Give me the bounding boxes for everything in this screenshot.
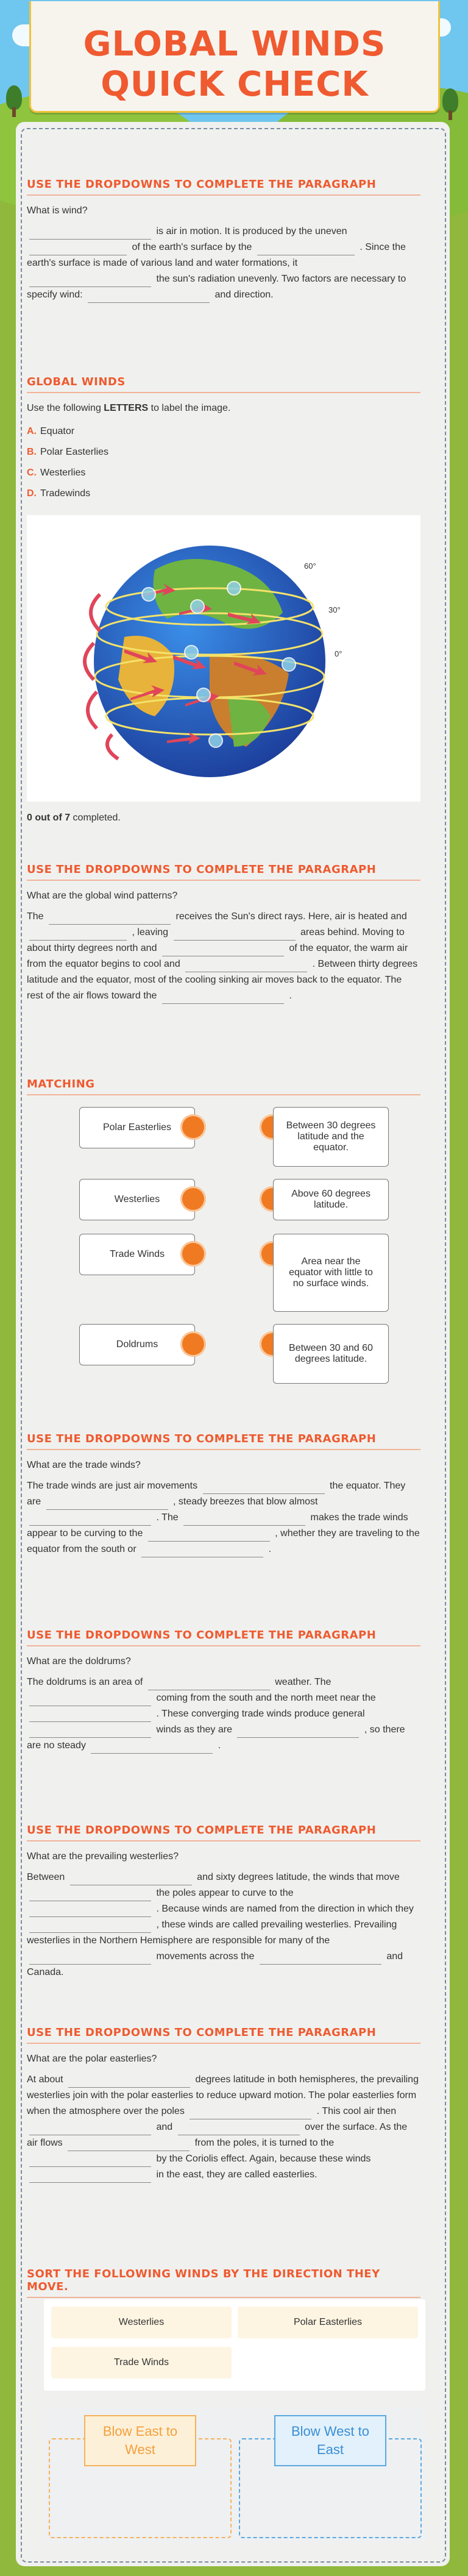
dropdown-blank[interactable] xyxy=(29,2155,151,2167)
match-left-label: Doldrums xyxy=(116,1339,158,1350)
list-item xyxy=(27,483,420,504)
dropdown-blank[interactable] xyxy=(148,1679,270,1690)
section-trade-winds xyxy=(27,1432,420,1557)
tree xyxy=(6,85,22,110)
paragraph-text: areas behind. Moving to about thirty degrees north and xyxy=(27,927,405,953)
match-right-item[interactable] xyxy=(273,1107,389,1167)
legend-letter: D. xyxy=(27,488,37,499)
label-target[interactable] xyxy=(227,582,241,595)
label-target[interactable] xyxy=(142,588,155,601)
match-left-label: Trade Winds xyxy=(109,1249,165,1259)
dropdown-blank[interactable] xyxy=(260,1953,381,1965)
paragraph-text: coming from the south and the north meet near the xyxy=(156,1693,376,1703)
match-left-label: Westerlies xyxy=(114,1194,160,1204)
section-sort xyxy=(27,2268,420,2298)
dropdown-blank[interactable] xyxy=(29,1695,151,1706)
paragraph-text: , leaving xyxy=(132,927,169,938)
match-right-label: Area near the equator with little to no surface winds. xyxy=(289,1256,373,1289)
dropdown-blank[interactable] xyxy=(185,961,307,972)
dropdown-blank[interactable] xyxy=(91,1742,213,1754)
section-heading: USE THE DROPDOWNS TO COMPLETE THE PARAGRAPH xyxy=(27,1432,420,1450)
legend-text: Westerlies xyxy=(40,468,86,478)
dropdown-blank[interactable] xyxy=(68,2076,190,2088)
paragraph-text: The xyxy=(27,911,44,922)
paragraph-text: in the east, they are called easterlies. xyxy=(156,2169,317,2180)
paragraph-text: . xyxy=(268,1544,272,1554)
progress-count: 0 out of 7 xyxy=(27,813,71,823)
match-connector[interactable] xyxy=(180,1241,206,1267)
globe-image-area xyxy=(27,515,420,802)
dropdown-blank[interactable] xyxy=(178,2124,300,2135)
dropdown-blank[interactable] xyxy=(29,1921,151,1933)
paragraph-text: degrees latitude in both hemispheres, the prevailing westerlies join with the polar easterlies to reduce upward motion. The polar easterlies form when the atmosphere over the poles xyxy=(27,2074,419,2116)
paragraph-text: Between xyxy=(27,1872,65,1882)
section-heading: USE THE DROPDOWNS TO COMPLETE THE PARAGRAPH xyxy=(27,1824,420,1841)
section-heading: USE THE DROPDOWNS TO COMPLETE THE PARAGRAPH xyxy=(27,863,420,881)
paragraph xyxy=(27,909,420,1004)
paragraph-text: . xyxy=(218,1740,221,1751)
dropdown-blank[interactable] xyxy=(46,1498,168,1510)
dropdown-blank[interactable] xyxy=(29,1726,151,1738)
legend-letter: C. xyxy=(27,468,37,478)
section-heading: GLOBAL WINDS xyxy=(27,375,420,393)
sort-chip[interactable] xyxy=(51,2347,232,2379)
sort-chip[interactable] xyxy=(51,2307,232,2338)
latitude-label-60: 60° xyxy=(304,561,316,571)
paragraph-text: and xyxy=(156,2122,173,2132)
chip-label: Westerlies xyxy=(118,2317,165,2327)
page-title: GLOBAL WINDS QUICK CHECK xyxy=(83,24,386,104)
bin-west-to-east-label xyxy=(274,2415,386,2466)
globe-illustration xyxy=(27,515,420,802)
paragraph-text: and direction. xyxy=(214,290,274,300)
list-item xyxy=(27,421,420,442)
paragraph xyxy=(27,1478,420,1557)
paragraph-text: the equator. They are xyxy=(27,1481,406,1507)
tree xyxy=(442,88,458,113)
dropdown-blank[interactable] xyxy=(203,1482,325,1494)
chip-label: Polar Easterlies xyxy=(293,2317,363,2327)
section-matching xyxy=(27,1078,420,1095)
instruction-bold: LETTERS xyxy=(104,403,149,413)
section-global-winds-label xyxy=(27,375,420,824)
dropdown-blank[interactable] xyxy=(29,1905,151,1917)
dropdown-blank[interactable] xyxy=(162,945,284,956)
label-target[interactable] xyxy=(197,688,210,702)
tree-trunk xyxy=(12,107,16,117)
paragraph-text: , so there are no steady xyxy=(27,1724,405,1751)
dropdown-blank[interactable] xyxy=(148,1530,270,1542)
match-left-item[interactable] xyxy=(79,1324,195,1365)
bin-label-text: Blow West to East xyxy=(291,2424,369,2457)
title-card xyxy=(29,1,440,113)
section-heading: USE THE DROPDOWNS TO COMPLETE THE PARAGRAPH xyxy=(27,178,420,196)
dropdown-blank[interactable] xyxy=(174,929,296,941)
paragraph-text: is air in motion. It is produced by the uneven xyxy=(156,226,347,237)
paragraph-text: of the earth's surface by the xyxy=(132,242,252,252)
section-heading: USE THE DROPDOWNS TO COMPLETE THE PARAGRAPH xyxy=(27,2026,420,2044)
match-left-item[interactable] xyxy=(79,1234,195,1275)
paragraph-text: At about xyxy=(27,2074,63,2085)
paragraph-text: the poles appear to curve to the xyxy=(156,1888,294,1898)
latitude-label-0: 0° xyxy=(335,649,342,658)
paragraph-text: The doldrums is an area of xyxy=(27,1677,143,1687)
match-right-item[interactable] xyxy=(273,1234,389,1312)
instruction-part: to label the image. xyxy=(148,403,231,413)
dropdown-blank[interactable] xyxy=(29,2124,151,2135)
bin-label-text: Blow East to West xyxy=(102,2424,178,2457)
chip-label: Trade Winds xyxy=(113,2357,169,2368)
section-what-is-wind xyxy=(27,178,420,303)
paragraph-text: of the equator, the warm air from the equator begins to cool and xyxy=(27,943,408,969)
paragraph-text: receives the Sun's direct rays. Here, air is heated and xyxy=(176,911,407,922)
legend-letter: B. xyxy=(27,447,37,457)
match-connector[interactable] xyxy=(180,1114,206,1140)
question-text: What are the prevailing westerlies? xyxy=(27,1851,179,1862)
list-item xyxy=(27,442,420,463)
dropdown-blank[interactable] xyxy=(68,2140,190,2151)
section-prevailing-westerlies xyxy=(27,1824,420,1980)
legend-text: Tradewinds xyxy=(40,488,91,499)
paragraph-text: . The xyxy=(156,1512,179,1523)
paragraph-text: , whether they are traveling to the equator from the south or xyxy=(27,1528,420,1554)
question-text: What is wind? xyxy=(27,205,88,216)
paragraph-text: . Because winds are named from the direction in which they xyxy=(156,1904,414,1914)
dropdown-blank[interactable] xyxy=(162,992,284,1004)
dropdown-blank[interactable] xyxy=(88,291,210,303)
paragraph-text: the sun's radiation unevenly. Two factors are necessary to specify wind: xyxy=(27,274,406,300)
match-right-item[interactable] xyxy=(273,1324,389,1384)
legend-text: Equator xyxy=(40,426,75,436)
question-text: What are the polar easterlies? xyxy=(27,2054,157,2064)
list-item xyxy=(27,463,420,483)
match-left-label: Polar Easterlies xyxy=(102,1122,172,1133)
match-connector[interactable] xyxy=(180,1331,206,1357)
paragraph xyxy=(27,1674,420,1754)
question-text: What are the trade winds? xyxy=(27,1460,141,1470)
label-target[interactable] xyxy=(185,646,198,659)
dropdown-blank[interactable] xyxy=(190,2108,311,2119)
match-right-label: Above 60 degrees latitude. xyxy=(291,1189,370,1210)
paragraph-text: from the poles, it is turned to the xyxy=(194,2138,335,2148)
paragraph-text: . Between thirty degrees latitude and the equator, most of the cooling sinking air moves back to the equator. The rest of the air flows toward the xyxy=(27,959,418,1001)
label-legend xyxy=(27,421,420,504)
circulation-arrow xyxy=(88,692,97,728)
match-connector[interactable] xyxy=(180,1186,206,1212)
instruction-text xyxy=(27,403,420,414)
section-heading: MATCHING xyxy=(27,1078,420,1095)
dropdown-blank[interactable] xyxy=(237,1726,359,1738)
progress-text xyxy=(27,813,420,824)
dropdown-blank[interactable] xyxy=(29,228,151,240)
dropdown-blank[interactable] xyxy=(29,276,151,287)
paragraph-text: winds as they are xyxy=(156,1724,232,1735)
circulation-arrow xyxy=(107,735,118,759)
dropdown-blank[interactable] xyxy=(29,244,127,255)
section-heading: SORT THE FOLLOWING WINDS BY THE DIRECTION THEY MOVE. xyxy=(27,2268,420,2298)
sort-chip[interactable] xyxy=(238,2307,418,2338)
dropdown-blank[interactable] xyxy=(29,929,127,941)
paragraph-text: movements across the xyxy=(156,1951,255,1962)
legend-letter: A. xyxy=(27,426,37,436)
paragraph-text: , these winds are called prevailing westerlies. Prevailing westerlies in the Northern Hemisphere are responsible for many of the xyxy=(27,1920,397,1946)
paragraph-text: weather. The xyxy=(275,1677,332,1687)
match-right-label: Between 30 degrees latitude and the equator. xyxy=(286,1120,376,1153)
dropdown-blank[interactable] xyxy=(29,1953,151,1965)
paragraph-text: . Since the earth's surface is made of various land and water formations, it xyxy=(27,242,406,268)
legend-text: Polar Easterlies xyxy=(40,447,109,457)
paragraph-text: . This cool air then xyxy=(316,2106,397,2116)
question-text: What are the doldrums? xyxy=(27,1656,131,1667)
dropdown-blank[interactable] xyxy=(29,1890,151,1901)
circulation-arrow xyxy=(85,643,94,680)
section-polar-easterlies xyxy=(27,2026,420,2183)
paragraph-text: over the surface. As the air flows xyxy=(27,2122,408,2148)
latitude-label-30: 30° xyxy=(328,605,341,614)
paragraph-text: . xyxy=(289,991,292,1001)
dropdown-blank[interactable] xyxy=(49,913,171,925)
section-global-wind-patterns xyxy=(27,863,420,1004)
paragraph-text: makes the trade winds appear to be curving to the xyxy=(27,1512,408,1539)
dropdown-blank[interactable] xyxy=(141,1546,263,1557)
match-right-label: Between 30 and 60 degrees latitude. xyxy=(289,1343,373,1364)
tree-trunk xyxy=(448,110,452,120)
section-doldrums xyxy=(27,1629,420,1754)
label-target[interactable] xyxy=(282,658,296,671)
dropdown-blank[interactable] xyxy=(70,1874,192,1885)
paragraph-text: by the Coriolis effect. Again, because these winds xyxy=(156,2154,371,2164)
dropdown-blank[interactable] xyxy=(183,1514,305,1526)
progress-suffix: completed. xyxy=(70,813,121,823)
instruction-part: Use the following xyxy=(27,403,104,413)
paragraph xyxy=(27,1870,420,1980)
bin-east-to-west-label xyxy=(84,2415,196,2466)
match-left-item[interactable] xyxy=(79,1179,195,1220)
paragraph-text: and Canada. xyxy=(27,1951,403,1977)
question-text: What are the global wind patterns? xyxy=(27,891,178,901)
paragraph xyxy=(27,2072,420,2183)
circulation-arrow xyxy=(91,594,100,631)
match-right-item[interactable] xyxy=(273,1179,389,1220)
paragraph-text: and sixty degrees latitude, the winds that move xyxy=(197,1872,400,1882)
dropdown-blank[interactable] xyxy=(29,1710,151,1722)
label-target[interactable] xyxy=(191,600,204,613)
section-heading: USE THE DROPDOWNS TO COMPLETE THE PARAGRAPH xyxy=(27,1629,420,1646)
paragraph-text: . These converging trade winds produce general xyxy=(156,1709,365,1719)
paragraph-text: The trade winds are just air movements xyxy=(27,1481,198,1491)
dropdown-blank[interactable] xyxy=(29,1514,151,1526)
dropdown-blank[interactable] xyxy=(257,244,355,255)
match-left-item[interactable] xyxy=(79,1107,195,1148)
dropdown-blank[interactable] xyxy=(29,2171,151,2183)
label-target[interactable] xyxy=(209,734,222,747)
paragraph xyxy=(27,224,420,303)
paragraph-text: , steady breezes that blow almost xyxy=(173,1496,318,1507)
